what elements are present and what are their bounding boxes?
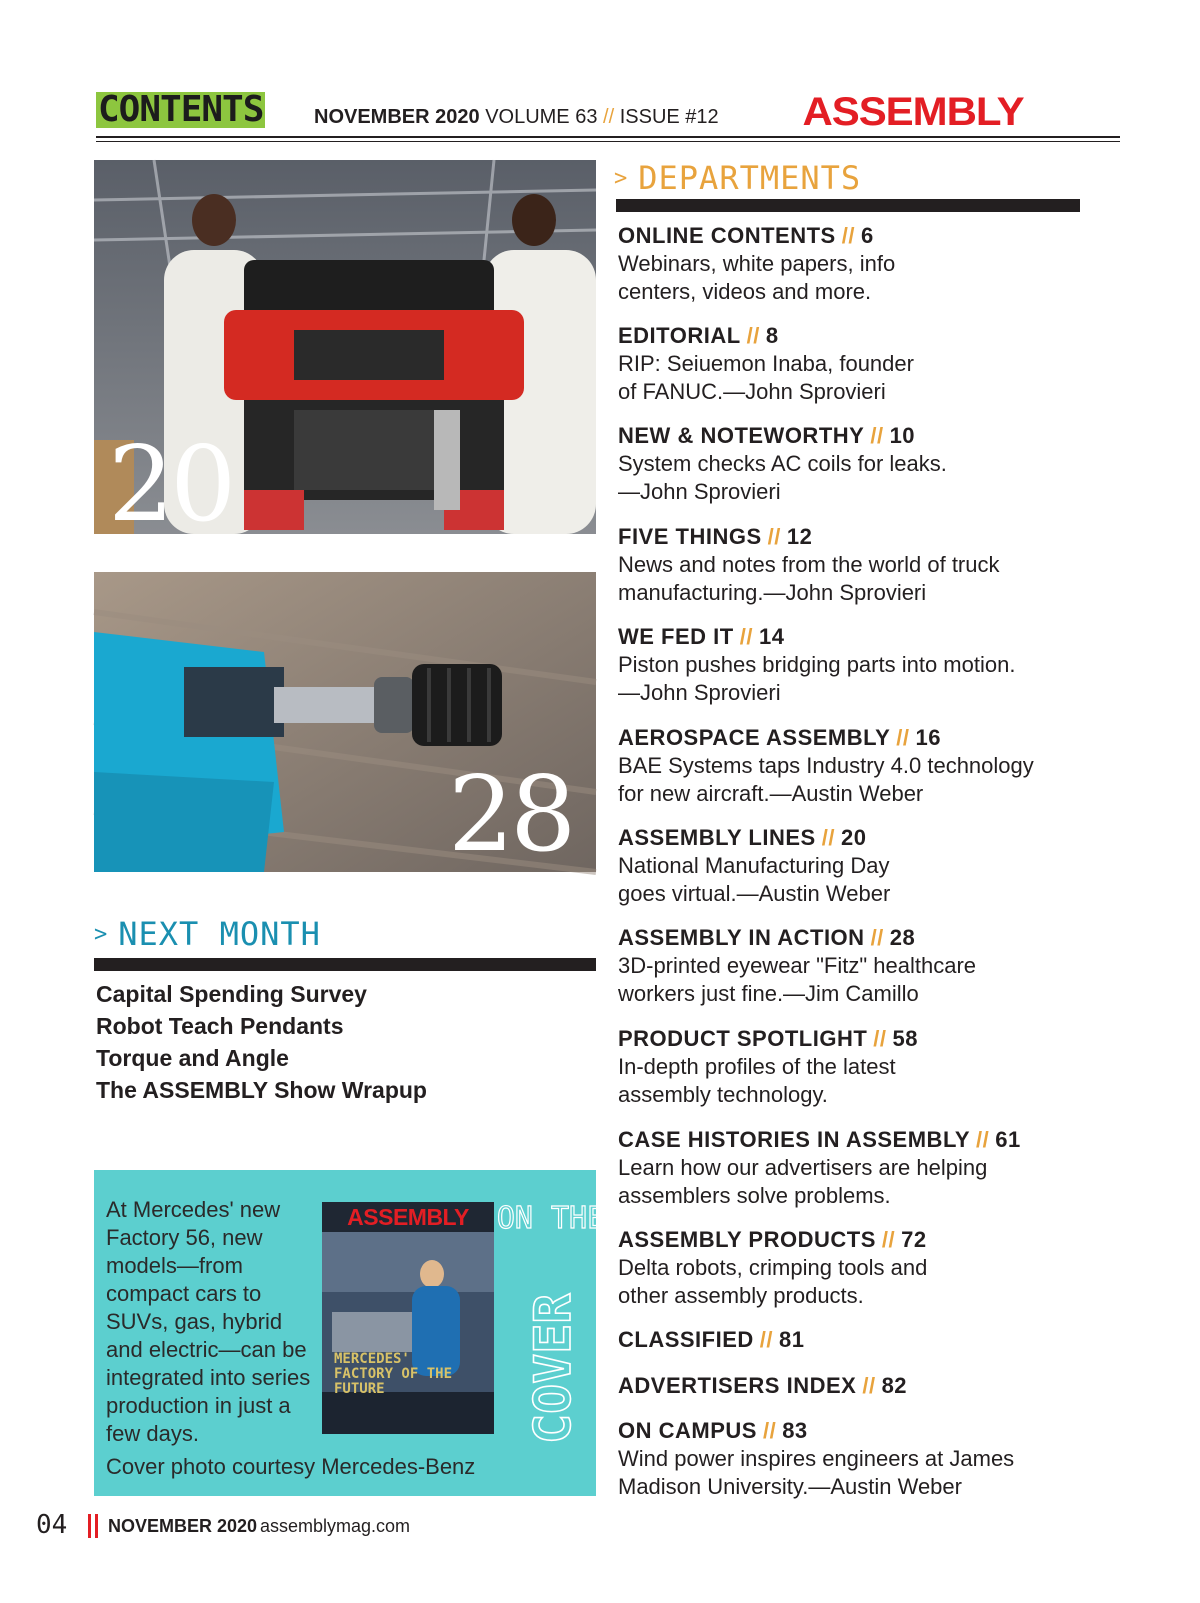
next-month-item: The ASSEMBLY Show Wrapup (96, 1077, 427, 1103)
department-entry[interactable]: FIVE THINGS // 12 News and notes from the world of truck manufacturing.—John Sprovieri (618, 524, 1000, 605)
issue-info (314, 106, 719, 129)
issue-volume: VOLUME 63 (485, 106, 598, 128)
chevron-right-icon: > (94, 922, 109, 947)
brand-logo: ASSEMBLY (802, 90, 1024, 134)
department-entry[interactable]: ONLINE CONTENTS // 6 Webinars, white papers, info centers, videos and more. (618, 223, 896, 304)
feature-photo-28[interactable] (94, 572, 596, 875)
on-the-cover-box (94, 1170, 606, 1496)
issue-number: ISSUE #12 (619, 106, 719, 128)
department-entry[interactable]: WE FED IT // 14 Piston pushes bridging parts into motion. —John Sprovieri (618, 624, 1016, 705)
chevron-right-icon: > (614, 166, 629, 191)
next-month-item: Capital Spending Survey (96, 981, 367, 1007)
department-entry[interactable]: PRODUCT SPOTLIGHT // 58 In-depth profiles of the latest assembly technology. (618, 1026, 918, 1107)
issue-month: NOVEMBER 2020 (314, 106, 480, 128)
department-entry[interactable]: NEW & NOTEWORTHY // 10 System checks AC coils for leaks. —John Sprovieri (618, 423, 947, 504)
side-label-bottom: COVER (524, 1293, 582, 1444)
page-header (96, 89, 1120, 138)
on-the-cover-label (496, 1194, 606, 1484)
on-the-cover-label-art (496, 1194, 606, 1484)
cover-headline: MERCEDES' FACTORY OF THE FUTURE (334, 1351, 453, 1397)
department-entry[interactable]: ADVERTISERS INDEX // 82 (618, 1373, 908, 1398)
page-number-overlay: 20 (108, 423, 233, 545)
cover-photo-illustration (322, 1202, 494, 1434)
cover-credit: Cover photo courtesy Mercedes-Benz (106, 1454, 476, 1479)
page-number-overlay: 28 (448, 753, 573, 875)
issue-separator: // (603, 106, 615, 128)
footer-page-number: 04 (36, 1510, 68, 1540)
department-entry[interactable]: ASSEMBLY IN ACTION // 28 3D-printed eyewear "Fitz" healthcare workers just fine.—Jim Camillo (618, 925, 977, 1006)
next-month-heading: > NEXT MONTH (94, 915, 321, 953)
cover-thumbnail[interactable] (322, 1202, 494, 1434)
section-title: CONTENTS (98, 89, 264, 130)
side-label-top: ON THE (496, 1201, 606, 1236)
departments-heading: > DEPARTMENTS (614, 159, 862, 197)
footer-date: NOVEMBER 2020 (108, 1516, 258, 1536)
department-entry[interactable]: ON CAMPUS // 83 Wind power inspires engineers at James Madison University.—Austin Weber (618, 1418, 1015, 1499)
cover-description: At Mercedes' new Factory 56, new models—from compact cars to SUVs, gas, hybrid and electric—can be integrated into series production in just a few days. (106, 1197, 311, 1446)
footer-website-link[interactable]: assemblymag.com (260, 1516, 411, 1536)
department-entry[interactable]: AEROSPACE ASSEMBLY // 16 BAE Systems taps Industry 4.0 technology for new aircraft.—Austin Weber (618, 725, 1034, 806)
next-month-item: Robot Teach Pendants (96, 1013, 344, 1039)
departments-rule (616, 199, 1080, 212)
footer-divider-icon (88, 1514, 98, 1538)
department-entry[interactable]: ASSEMBLY PRODUCTS // 72 Delta robots, crimping tools and other assembly products. (618, 1227, 928, 1308)
department-entry[interactable]: CLASSIFIED // 81 (618, 1327, 805, 1352)
next-month-list (96, 978, 427, 1106)
department-entry[interactable]: CASE HISTORIES IN ASSEMBLY // 61 Learn how our advertisers are helping assemblers solve problems. (618, 1127, 1021, 1208)
department-entry[interactable]: ASSEMBLY LINES // 20 National Manufacturing Day goes virtual.—Austin Weber (618, 825, 891, 906)
next-month-item: Torque and Angle (96, 1045, 289, 1071)
next-month-rule (94, 958, 596, 971)
cover-masthead: ASSEMBLY (322, 1202, 494, 1232)
department-entry[interactable]: EDITORIAL // 8 RIP: Seiuemon Inaba, founder of FANUC.—John Sprovieri (618, 323, 914, 404)
feature-photo-20[interactable] (94, 160, 596, 545)
